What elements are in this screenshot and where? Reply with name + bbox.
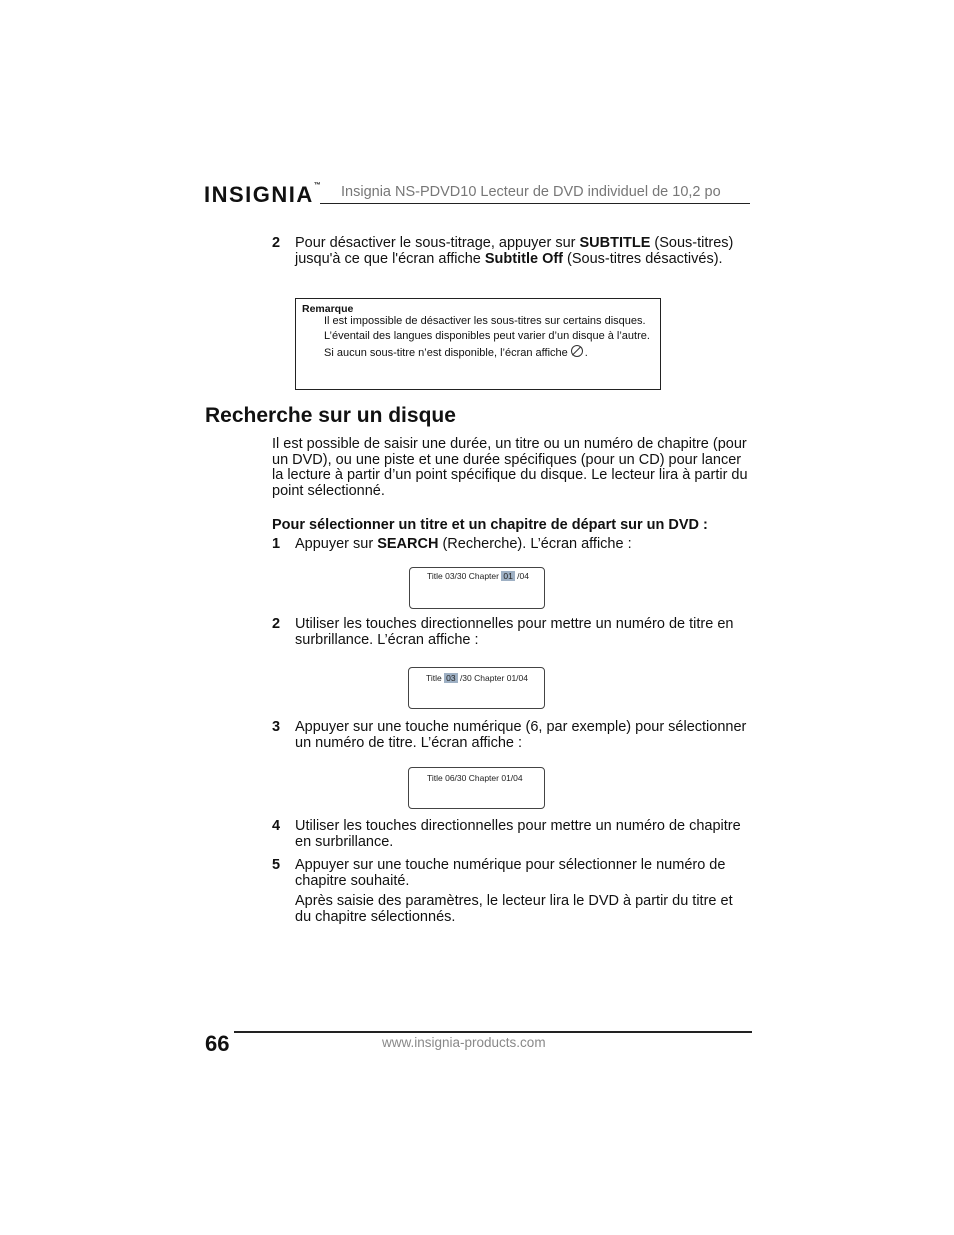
step-text: Appuyer sur une touche numérique (6, par exemple) pour sélectionner un numéro de titre. L’écran affiche : <box>295 719 747 751</box>
step-followup-text: Après saisie des paramètres, le lecteur lira le DVD à partir du titre et du chapitre sélectionnés. <box>295 893 733 925</box>
note-line: L’éventail des langues disponibles peut varier d’un disque à l’autre. <box>324 330 650 342</box>
osd-text-part: Title 03/30 Chapter <box>427 571 502 581</box>
section-title: Recherche sur un disque <box>205 404 456 427</box>
note-line <box>324 345 654 360</box>
osd-text <box>427 571 529 581</box>
step-text-part: (Sous-titres désactivés). <box>563 251 723 267</box>
step-3 <box>272 719 752 751</box>
subtitle-off-label: Subtitle Off <box>484 251 564 267</box>
search-key-label: SEARCH <box>377 536 439 552</box>
step-5 <box>272 857 752 925</box>
subtitle-key-label: SUBTITLE <box>579 235 651 251</box>
insignia-logo <box>204 182 321 208</box>
step-number: 3 <box>272 719 281 735</box>
note-lines <box>324 315 654 362</box>
step-2-subtitle <box>272 235 752 267</box>
osd-screen-2 <box>408 667 545 709</box>
step-text <box>295 235 752 267</box>
section-intro: Il est possible de saisir une durée, un titre ou un numéro de chapitre (pour un DVD), ou une piste et une durée spécifiques (pour un CD) pour lancer la lecture à partir d’un point spécifique du disque. Le lecteur lira à partir du point sélectionné. <box>272 436 748 499</box>
note-line-text: Si aucun sous-titre n’est disponible, l’écran affiche <box>324 347 568 359</box>
note-box <box>295 298 661 390</box>
step-text-part: (Recherche). L’écran affiche : <box>438 536 632 552</box>
step-text: Utiliser les touches directionnelles pour mettre un numéro de chapitre en surbrillance. <box>295 818 741 850</box>
step-text: Utiliser les touches directionnelles pour mettre un numéro de titre en surbrillance. L’écran affiche : <box>295 616 734 648</box>
osd-highlight: 01 <box>503 571 513 581</box>
header-rule <box>320 203 750 204</box>
osd-screen-3 <box>408 767 545 809</box>
osd-text <box>426 673 528 683</box>
note-title: Remarque <box>302 303 354 315</box>
step-text-part: Appuyer sur <box>295 536 378 552</box>
prohibited-icon <box>571 345 583 357</box>
step-number: 5 <box>272 857 281 873</box>
osd-highlight: 03 <box>446 673 456 683</box>
step-text <box>295 536 752 552</box>
osd-text-part: Title <box>426 673 445 683</box>
logo-text: INSIGNIA <box>204 182 314 207</box>
step-2 <box>272 616 752 648</box>
logo-trademark: ™ <box>313 182 321 189</box>
footer-rule <box>234 1031 752 1033</box>
step-number: 4 <box>272 818 281 834</box>
step-number: 1 <box>272 536 281 552</box>
procedure-heading: Pour sélectionner un titre et un chapitre de départ sur un DVD : <box>272 517 708 533</box>
step-text-part: (Sous-titres) jusqu'à ce que l'écran affiche <box>295 235 734 267</box>
step-4 <box>272 818 752 850</box>
step-text-part: Pour désactiver le sous-titrage, appuyer sur <box>295 235 580 251</box>
step-1 <box>272 536 752 552</box>
step-text: Appuyer sur une touche numérique pour sélectionner le numéro de chapitre souhaité. <box>295 857 726 889</box>
osd-text-part: /04 <box>514 571 529 581</box>
note-line-text: . <box>584 347 588 359</box>
step-number: 2 <box>272 235 281 251</box>
step-body <box>295 857 752 925</box>
header-title: Insignia NS-PDVD10 Lecteur de DVD individuel de 10,2 po <box>341 184 721 200</box>
osd-text: Title 06/30 Chapter 01/04 <box>427 773 523 783</box>
osd-screen-1 <box>409 567 545 609</box>
page-number: 66 <box>205 1031 230 1056</box>
footer-url: www.insignia-products.com <box>382 1035 546 1050</box>
step-number: 2 <box>272 616 281 632</box>
note-line: Il est impossible de désactiver les sous-titres sur certains disques. <box>324 315 646 327</box>
osd-text-part: /30 Chapter 01/04 <box>457 673 528 683</box>
